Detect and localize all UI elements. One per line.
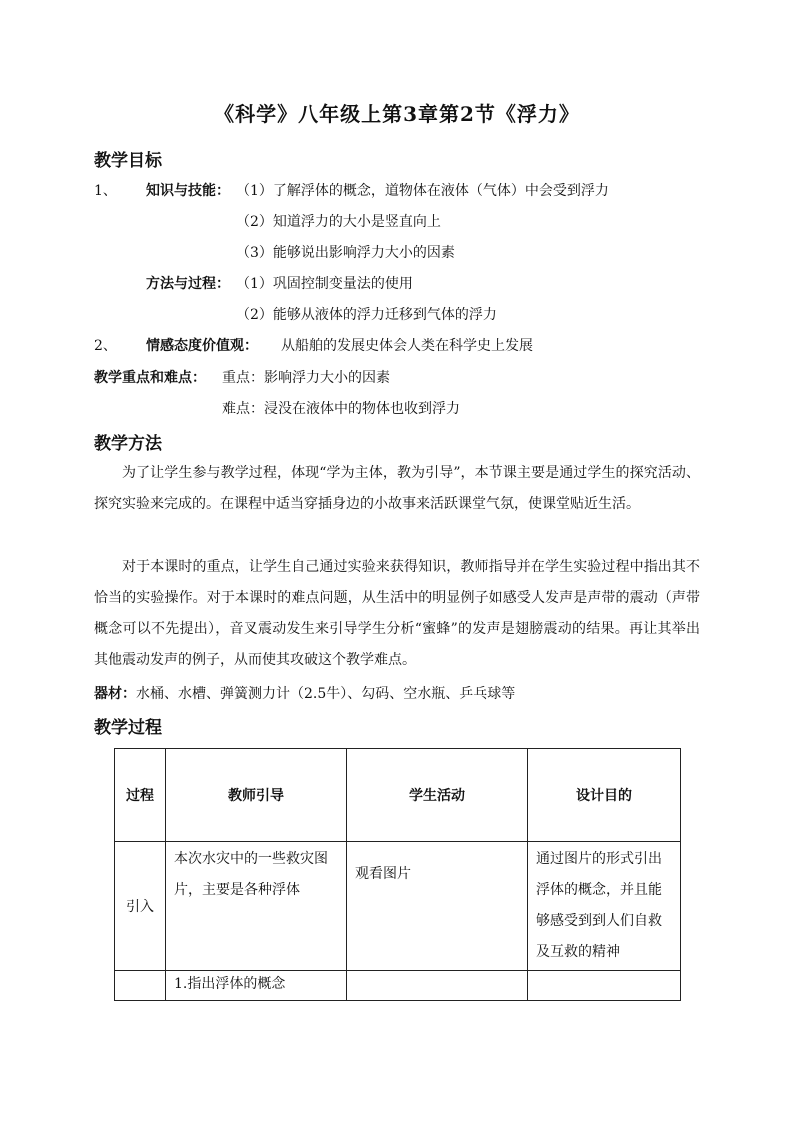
key-points-label: 教学重点和难点： — [94, 370, 206, 386]
row-purpose: 通过图片的形式引出浮体的概念，并且能够感受到到人们自救及互救的精神 — [536, 851, 662, 960]
materials-line — [94, 683, 515, 703]
item2-number: 2、 — [94, 338, 117, 354]
table-row — [115, 842, 681, 971]
row-stage — [115, 971, 166, 1001]
process-table — [114, 748, 681, 1001]
methods-heading: 教学方法 — [94, 434, 162, 454]
methods-paragraph-1: 为了让学生参与教学过程，体现“学为主体，教为引导”，本节课主要是通过学生的探究活动、探究实验来完成的。在课程中适当穿插身边的小故事来活跃课堂气氛，使课堂贴近生活。 — [94, 465, 700, 512]
row-teacher: 本次水灾中的一些救灾图片，主要是各种浮体 — [174, 851, 328, 898]
row-teacher-cell — [166, 842, 347, 971]
row-stage: 引入 — [115, 842, 166, 971]
header-student: 学生活动 — [347, 749, 528, 842]
method-line1: （1）巩固控制变量法的使用 — [236, 276, 413, 292]
row-teacher: 1.指出浮体的概念 — [174, 976, 286, 992]
header-purpose: 设计目的 — [528, 749, 681, 842]
row-student: 观看图片 — [355, 866, 411, 882]
row-student-cell — [347, 842, 528, 971]
process-heading: 教学过程 — [94, 718, 162, 738]
item1-line3: （3）能够说出影响浮力大小的因素 — [236, 245, 455, 261]
objectives-heading: 教学目标 — [94, 151, 162, 171]
page-title: 《科学》八年级上第3章第2节《浮力》 — [214, 102, 580, 126]
row-student — [347, 971, 528, 1001]
item2-text: 从船舶的发展史体会人类在科学史上发展 — [281, 338, 533, 354]
materials-label: 器材： — [94, 686, 136, 702]
row-purpose-cell — [528, 842, 681, 971]
row-teacher-cell — [166, 971, 347, 1001]
item1-line1: （1）了解浮体的概念，道物体在液体（气体）中会受到浮力 — [236, 183, 609, 199]
row-purpose — [528, 971, 681, 1001]
header-teacher: 教师引导 — [166, 749, 347, 842]
difficulty-text: 难点：浸没在液体中的物体也收到浮力 — [222, 401, 460, 417]
item1-label: 知识与技能： — [146, 183, 230, 199]
table-row — [115, 971, 681, 1001]
key-point-text: 重点：影响浮力大小的因素 — [222, 370, 390, 386]
item2-label: 情感态度价值观： — [146, 338, 258, 354]
item1-number: 1、 — [94, 183, 117, 199]
item1-line2: （2）知道浮力的大小是竖直向上 — [236, 214, 441, 230]
header-stage: 过程 — [115, 749, 166, 842]
method-label: 方法与过程： — [146, 276, 230, 292]
materials-text: 水桶、水槽、弹簧测力计（2.5牛）、勾码、空水瓶、乒乓球等 — [136, 686, 516, 702]
method-line2: （2）能够从液体的浮力迁移到气体的浮力 — [236, 307, 497, 323]
methods-paragraph-2: 对于本课时的重点，让学生自己通过实验来获得知识，教师指导并在学生实验过程中指出其不恰当的实验操作。对于本课时的难点问题，从生活中的明显例子如感受人发声是声带的震动（声带概念可以不先提出），音叉震动发生来引导学生分析“蜜蜂”的发声是翅膀震动的结果。再让其举出其他震动发声的例子，从而使其攻破这个教学难点。 — [94, 559, 700, 668]
table-header-row — [115, 749, 681, 842]
